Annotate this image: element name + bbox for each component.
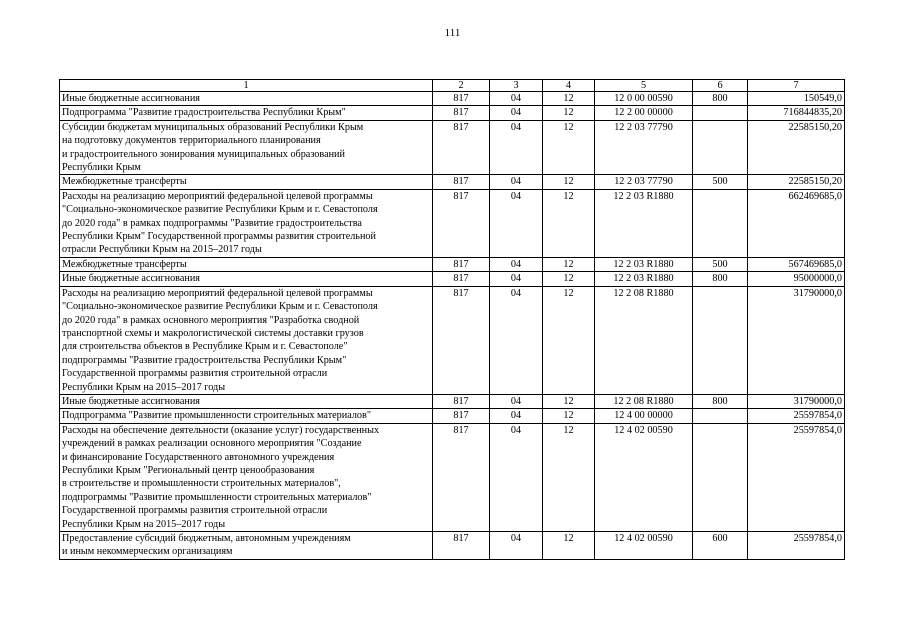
row-name-cell: Подпрограмма "Развитие градостроительства Республики Крым" [60, 106, 433, 120]
page-number: 111 [444, 27, 461, 39]
row-vr-code-cell: 500 [693, 175, 748, 189]
row-pr-code-cell: 12 [543, 120, 595, 175]
row-rz-code-cell: 04 [490, 257, 543, 271]
row-amount-cell: 22585150,20 [748, 175, 845, 189]
row-rz-code-cell: 04 [490, 175, 543, 189]
header-cell-5: 5 [595, 80, 693, 92]
row-gr-code-cell: 817 [433, 286, 490, 394]
row-amount-cell: 31790000,0 [748, 286, 845, 394]
row-amount-cell: 22585150,20 [748, 120, 845, 175]
row-csr-code-cell: 12 2 00 00000 [595, 106, 693, 120]
row-name-cell: Подпрограмма "Развитие промышленности строительных материалов" [60, 409, 433, 423]
row-pr-code-cell: 12 [543, 394, 595, 408]
row-amount-cell: 716844835,20 [748, 106, 845, 120]
row-pr-code-cell: 12 [543, 286, 595, 394]
row-gr-code-cell: 817 [433, 257, 490, 271]
table-row [60, 532, 845, 560]
row-rz-code-cell: 04 [490, 272, 543, 286]
table-row [60, 257, 845, 271]
row-csr-code-cell: 12 2 08 R1880 [595, 394, 693, 408]
row-csr-code-cell: 12 2 03 R1880 [595, 272, 693, 286]
table-row [60, 423, 845, 531]
row-vr-code-cell [693, 189, 748, 257]
row-rz-code-cell: 04 [490, 92, 543, 106]
row-name-cell: Иные бюджетные ассигнования [60, 272, 433, 286]
row-amount-cell: 95000000,0 [748, 272, 845, 286]
row-gr-code-cell: 817 [433, 272, 490, 286]
row-rz-code-cell: 04 [490, 532, 543, 560]
row-vr-code-cell [693, 423, 748, 531]
row-gr-code-cell: 817 [433, 175, 490, 189]
table-row [60, 394, 845, 408]
row-vr-code-cell [693, 120, 748, 175]
row-pr-code-cell: 12 [543, 106, 595, 120]
table-row [60, 189, 845, 257]
row-csr-code-cell: 12 0 00 00590 [595, 92, 693, 106]
budget-table [59, 79, 845, 560]
row-name-cell: Иные бюджетные ассигнования [60, 92, 433, 106]
row-vr-code-cell: 600 [693, 532, 748, 560]
row-csr-code-cell: 12 2 03 R1880 [595, 189, 693, 257]
table-row [60, 286, 845, 394]
header-cell-2: 2 [433, 80, 490, 92]
row-amount-cell: 150549,0 [748, 92, 845, 106]
row-name-cell: Предоставление субсидий бюджетным, автономным учреждениям и иным некоммерческим организациям [60, 532, 433, 560]
row-gr-code-cell: 817 [433, 532, 490, 560]
header-row [60, 80, 845, 92]
table-row [60, 106, 845, 120]
row-rz-code-cell: 04 [490, 394, 543, 408]
row-gr-code-cell: 817 [433, 120, 490, 175]
row-name-cell: Иные бюджетные ассигнования [60, 394, 433, 408]
row-csr-code-cell: 12 4 00 00000 [595, 409, 693, 423]
row-pr-code-cell: 12 [543, 272, 595, 286]
header-cell-7: 7 [748, 80, 845, 92]
row-csr-code-cell: 12 2 08 R1880 [595, 286, 693, 394]
table-row [60, 409, 845, 423]
table-row [60, 175, 845, 189]
header-cell-1: 1 [60, 80, 433, 92]
row-vr-code-cell [693, 409, 748, 423]
header-cell-6: 6 [693, 80, 748, 92]
row-vr-code-cell: 800 [693, 394, 748, 408]
header-cell-4: 4 [543, 80, 595, 92]
row-name-cell: Расходы на реализацию мероприятий федеральной целевой программы "Социально-экономическое развитие Республики Крым и г. Севастополя до 2020 года" в рамках подпрограммы "Развитие градостроительства Республики Крым" Государственной программы развития строительной отрасли Республики Крым на 2015–2017 годы [60, 189, 433, 257]
row-rz-code-cell: 04 [490, 120, 543, 175]
row-csr-code-cell: 12 2 03 R1880 [595, 257, 693, 271]
header-cell-3: 3 [490, 80, 543, 92]
row-pr-code-cell: 12 [543, 257, 595, 271]
row-name-cell: Межбюджетные трансферты [60, 175, 433, 189]
row-pr-code-cell: 12 [543, 532, 595, 560]
row-vr-code-cell [693, 106, 748, 120]
table-row [60, 92, 845, 106]
row-vr-code-cell: 500 [693, 257, 748, 271]
row-name-cell: Межбюджетные трансферты [60, 257, 433, 271]
row-pr-code-cell: 12 [543, 175, 595, 189]
row-amount-cell: 25597854,0 [748, 532, 845, 560]
row-amount-cell: 31790000,0 [748, 394, 845, 408]
row-amount-cell: 25597854,0 [748, 423, 845, 531]
row-rz-code-cell: 04 [490, 409, 543, 423]
row-amount-cell: 662469685,0 [748, 189, 845, 257]
row-pr-code-cell: 12 [543, 409, 595, 423]
table-row [60, 120, 845, 175]
row-vr-code-cell [693, 286, 748, 394]
row-amount-cell: 567469685,0 [748, 257, 845, 271]
row-csr-code-cell: 12 2 03 77790 [595, 120, 693, 175]
row-rz-code-cell: 04 [490, 189, 543, 257]
row-pr-code-cell: 12 [543, 423, 595, 531]
row-gr-code-cell: 817 [433, 92, 490, 106]
row-pr-code-cell: 12 [543, 189, 595, 257]
row-gr-code-cell: 817 [433, 189, 490, 257]
row-gr-code-cell: 817 [433, 409, 490, 423]
row-csr-code-cell: 12 4 02 00590 [595, 423, 693, 531]
row-csr-code-cell: 12 4 02 00590 [595, 532, 693, 560]
row-csr-code-cell: 12 2 03 77790 [595, 175, 693, 189]
row-name-cell: Расходы на обеспечение деятельности (оказание услуг) государственных учреждений в рамках реализации основного мероприятия "Создание и финансирование Государственного автономного учреждения Республики Крым "Региональный центр ценообразования в строительстве и промышленности строительных материалов", подпрограммы "Развитие промышленности строительных материалов" Государственной программы развития строительной отрасли Республики Крым на 2015–2017 годы [60, 423, 433, 531]
row-name-cell: Расходы на реализацию мероприятий федеральной целевой программы "Социально-экономическое развитие Республики Крым и г. Севастополя до 2020 года" в рамках основного мероприятия "Разработка сводной транспортной схемы и макрологистической системы доставки грузов для строительства объектов в Республике Крым и г. Севастополе" подпрограммы "Развитие градостроительства Республики Крым" Государственной программы развития строительной отрасли Республики Крым на 2015–2017 годы [60, 286, 433, 394]
row-pr-code-cell: 12 [543, 92, 595, 106]
row-rz-code-cell: 04 [490, 106, 543, 120]
row-amount-cell: 25597854,0 [748, 409, 845, 423]
row-gr-code-cell: 817 [433, 106, 490, 120]
row-rz-code-cell: 04 [490, 286, 543, 394]
row-vr-code-cell: 800 [693, 92, 748, 106]
row-rz-code-cell: 04 [490, 423, 543, 531]
table-row [60, 272, 845, 286]
row-vr-code-cell: 800 [693, 272, 748, 286]
row-gr-code-cell: 817 [433, 423, 490, 531]
row-gr-code-cell: 817 [433, 394, 490, 408]
row-name-cell: Субсидии бюджетам муниципальных образований Республики Крым на подготовку документов территориального планирования и градостроительного зонирования муниципальных образований Республики Крым [60, 120, 433, 175]
